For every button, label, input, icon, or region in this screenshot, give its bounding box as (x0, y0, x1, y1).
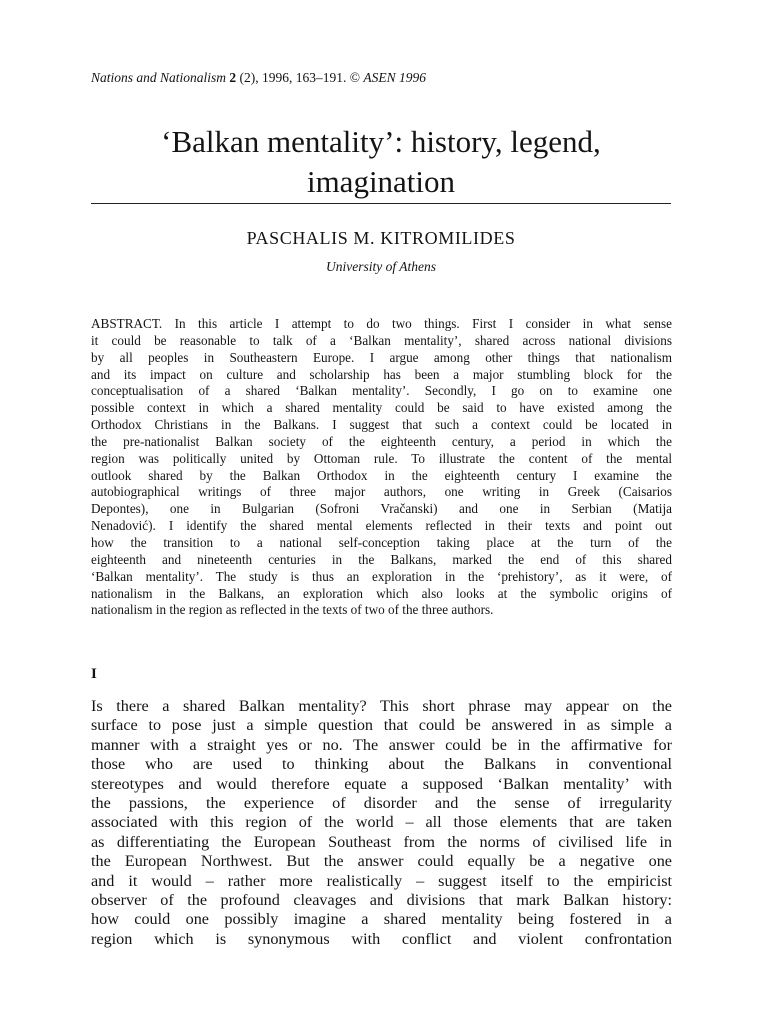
abstract-line: eighteenth and nineteenth centuries in the Balkans, marked the end of this shared (91, 551, 672, 567)
running-head (91, 69, 426, 87)
abstract-line: Nenadović). I identify the shared mental elements reflected in their texts and point out (91, 518, 672, 534)
abstract-line: ABSTRACT. In this article I attempt to do two things. First I consider in what sense (91, 316, 672, 331)
journal-volume: 2 (229, 70, 237, 85)
abstract-line: the pre-nationalist Balkan society of the eighteenth century, a period in which the (91, 433, 672, 449)
journal-publisher: ASEN 1996 (363, 70, 427, 85)
title-rule (91, 203, 671, 204)
body-line: those who are used to thinking about the Balkans in conventional (91, 755, 672, 774)
body-line: observer of the profound cleavages and divisions that mark Balkan history: (91, 890, 672, 909)
author-affiliation: University of Athens (326, 259, 436, 274)
abstract-line: how the transition to a national self-conception taking place at the turn of the (91, 534, 672, 550)
body-line: the passions, the experience of disorder and the sense of irregularity (91, 793, 672, 812)
body-line: and it would – rather more realistically – suggest itself to the empiricist (91, 871, 672, 890)
journal-name: Nations and Nationalism (91, 70, 227, 85)
abstract-line: nationalism in the region as reflected in the texts of two of the three authors. (91, 602, 494, 618)
abstract-line: it could be reasonable to talk of a ‘Balkan mentality’, shared across national divisions (91, 332, 672, 348)
abstract-line: Depontes), one in Bulgarian (Sofroni Vračanski) and one in Serbian (Matija (91, 501, 672, 517)
body-line: region which is synonymous with conflict and violent confrontation (91, 929, 672, 948)
body-line: associated with this region of the world – all those elements that are taken (91, 813, 672, 832)
title-line-2: imagination (306, 164, 456, 199)
body-line: the European Northwest. But the answer could equally be a negative one (91, 852, 672, 871)
abstract-line: and its impact on culture and scholarship has been a major stumbling block for the (91, 366, 672, 382)
body-line: stereotypes and would therefore equate a supposed ‘Balkan mentality’ with (91, 774, 672, 793)
author-name: PASCHALIS M. KITROMILIDES (246, 228, 516, 248)
body-line: surface to pose just a simple question that could be answered in as simple a (91, 716, 672, 735)
abstract-line: possible context in which a shared mentality could be said to have existed among the (91, 400, 672, 416)
body-line: how could one possibly imagine a shared mentality being fostered in a (91, 910, 672, 929)
abstract-line: nationalism in the Balkans, an exploration which also looks at the symbolic origins of (91, 585, 672, 601)
body-paragraph (91, 697, 672, 949)
abstract-line: conceptualisation of a shared ‘Balkan mentality’. Secondly, I go on to examine one (91, 383, 672, 399)
body-line: Is there a shared Balkan mentality? This short phrase may appear on the (91, 697, 672, 715)
article-title (91, 122, 671, 202)
title-line-1: ‘Balkan mentality’: history, legend, (161, 124, 601, 159)
abstract-line: ‘Balkan mentality’. The study is thus an exploration in the ‘prehistory’, as it were, of (91, 568, 672, 584)
section-heading: I (91, 666, 97, 682)
abstract-line: Orthodox Christians in the Balkans. I suggest that such a context could be located in (91, 417, 672, 433)
journal-issue-pages: (2), 1996, 163–191. © (239, 70, 361, 85)
body-line: manner with a straight yes or no. The answer could be in the affirmative for (91, 735, 672, 754)
abstract-line: autobiographical writings of three major authors, one writing in Greek (Caisarios (91, 484, 672, 500)
abstract-line: outlook shared by the Balkan Orthodox in the eighteenth century I examine the (91, 467, 672, 483)
body-line: as differentiating the European Southeast from the norms of civilised life in (91, 832, 672, 851)
abstract (91, 316, 672, 619)
abstract-line: region was politically united by Ottoman rule. To illustrate the content of the mental (91, 450, 672, 466)
abstract-line: by all peoples in Southeastern Europe. I argue among other things that nationalism (91, 349, 672, 365)
